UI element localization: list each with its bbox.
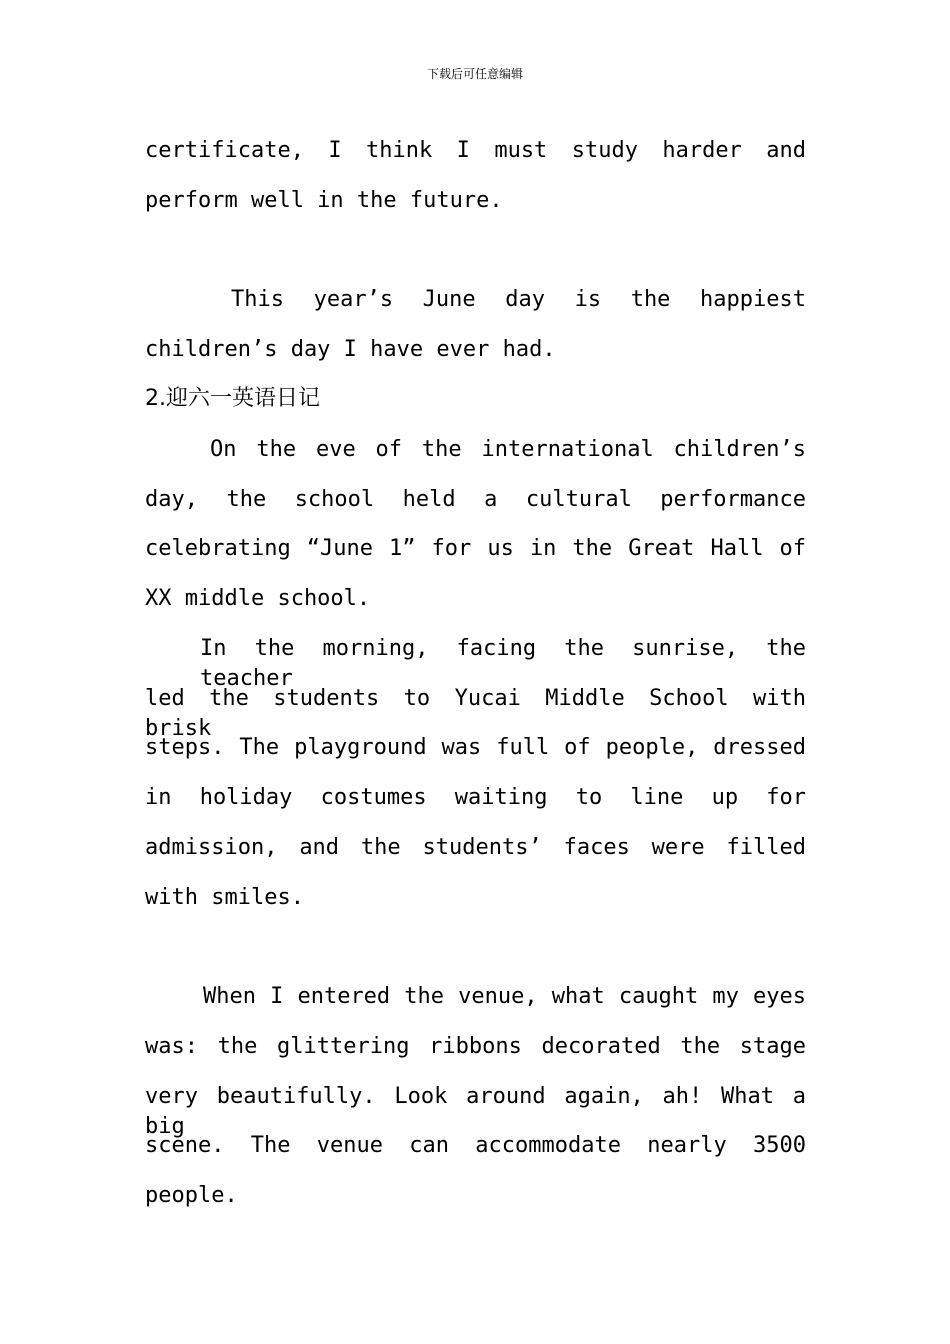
- text-line: steps. The playground was full of people, dressed: [145, 735, 806, 760]
- text-line: This year’s June day is the happiest: [231, 287, 806, 312]
- text-line: led the students to Yucai Middle School with brisk: [145, 686, 806, 741]
- text-line: very beautifully. Look around again, ah! What a big: [145, 1084, 806, 1139]
- section-heading: 2.迎六一英语日记: [145, 386, 320, 411]
- text-line: scene. The venue can accommodate nearly 3500: [145, 1133, 806, 1158]
- text-line: On the eve of the international children’s: [210, 437, 806, 462]
- text-line: admission, and the students’ faces were filled: [145, 835, 806, 860]
- text-line: people.: [145, 1183, 238, 1208]
- text-line: When I entered the venue, what caught my eyes: [203, 984, 806, 1009]
- text-line: with smiles.: [145, 885, 304, 910]
- text-line: In the morning, facing the sunrise, the teacher: [200, 636, 806, 691]
- text-line: celebrating “June 1” for us in the Great Hall of: [145, 536, 806, 561]
- text-line: was: the glittering ribbons decorated the stage: [145, 1034, 806, 1059]
- text-line: certificate, I think I must study harder and: [145, 138, 806, 163]
- text-line: day, the school held a cultural performance: [145, 487, 806, 512]
- text-line: perform well in the future.: [145, 188, 503, 213]
- text-line: children’s day I have ever had.: [145, 337, 556, 362]
- text-line: in holiday costumes waiting to line up for: [145, 785, 806, 810]
- text-line: XX middle school.: [145, 586, 371, 611]
- page-header: 下载后可任意编辑: [426, 67, 523, 81]
